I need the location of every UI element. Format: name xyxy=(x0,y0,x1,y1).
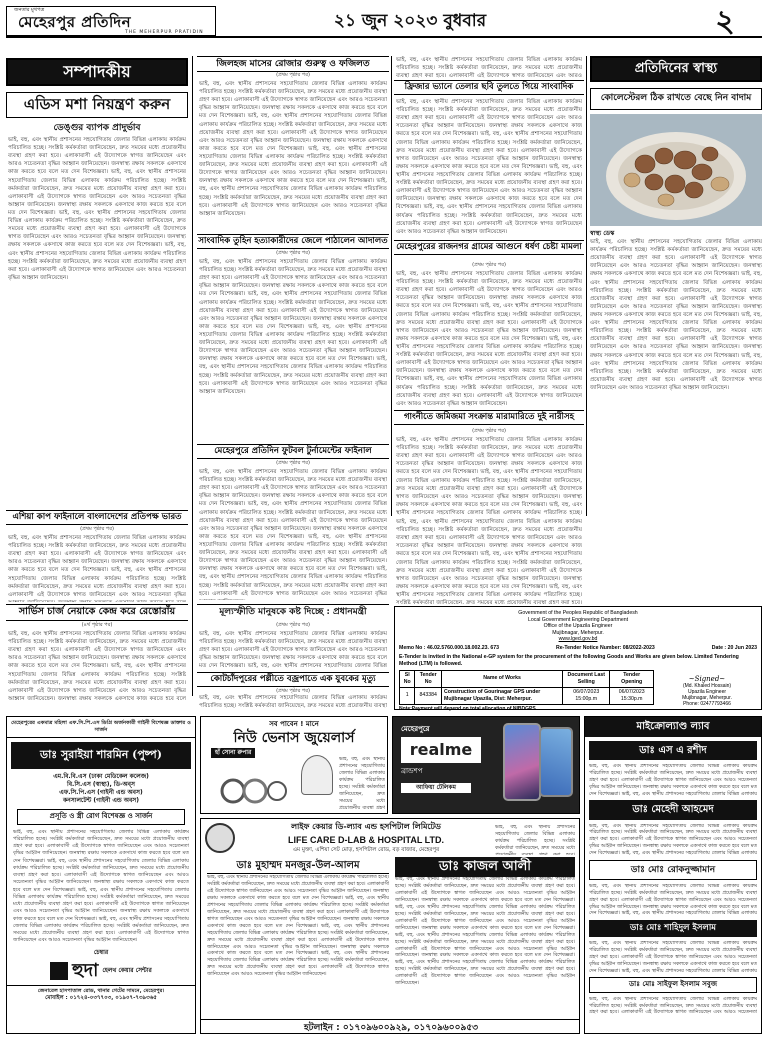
ad1-chamber-label: চেম্বার xyxy=(93,948,109,956)
ad5-license-info xyxy=(495,825,575,855)
table-header: Tender No xyxy=(415,670,442,687)
ramadan-fasting-headline: জিলহজ মাসের রোজার গুরুত্ব ও ফজিলত xyxy=(197,56,389,72)
ad2-shop-name: নিউ ভেনাস জুয়েলার্স xyxy=(233,730,355,747)
service-charge-headline: সার্ভিস চার্জ নেয়াকে কেন্দ্র করে রেস্তোরাঁয় xyxy=(6,604,188,621)
health-section-title: প্রতিদিনের স্বাস্থ্য xyxy=(590,56,762,82)
lightning-death-sub: (প্রথম পৃষ্ঠার পর) xyxy=(276,688,310,694)
football-final-body xyxy=(199,468,387,600)
gov-line-1: Government of the Peoples Republic of Bangladesh xyxy=(518,610,638,616)
table-cell: 06/07/2023 15:00p.m xyxy=(563,687,610,704)
phone-image xyxy=(539,727,573,797)
ramadan-fasting-sub: (প্রথম পৃষ্ঠার পর) xyxy=(276,72,310,78)
ad1-services-list xyxy=(13,829,189,947)
journalist-verdict-body xyxy=(199,258,387,440)
ad4-doctor-2: ডাঃ মেহেদী আহমেদ xyxy=(589,800,757,820)
ad1-brand: হুদা xyxy=(72,959,99,981)
ad1-top-line: মেহেরপুরের একমাত্র মহিলা এফ.সি.পি.এস ডিগ্রি অর্জনকারী গাইনী বিশেষজ্ঞ ডাক্তার ও সার্জন xyxy=(7,717,195,738)
pm-inflation-sub: (প্রথম পৃষ্ঠার পর) xyxy=(276,622,310,628)
ad5-hotline: হটলাইন : ০১৭০৯৬০০৯২৯, ০১৭০৯৬০০৯৫৩ xyxy=(201,1019,580,1034)
ad1-address: জেনারেল হাসপাতাল রোড, থানার গেটের সামনে, মেহেরপুর। xyxy=(7,985,195,995)
signatory-phone: Phone: 02477793466 xyxy=(683,701,731,708)
table-header: Document Last Selling xyxy=(563,670,610,687)
tender-body: E-Tender is invited in the National e-GP system for the procurement of the following Goods and Works are given below. Limited Tendering Method (LTM) is followed. xyxy=(399,653,739,667)
notice-date: Date : 20 Jun 2023 xyxy=(711,644,757,651)
issue-date: ২১ জুন ২০২৩ বুধবার xyxy=(333,11,487,31)
table-header: Sl No xyxy=(400,670,415,687)
lightning-death-body xyxy=(199,694,387,708)
ad2-details xyxy=(339,757,385,809)
divider xyxy=(197,604,389,605)
ad1-degree-2: বি.সি.এস (স্বাস্থ্য), ডি-অব্স xyxy=(67,780,135,788)
pm-inflation-body xyxy=(199,630,387,670)
ad-gynecologist xyxy=(6,716,196,1034)
ad-jewellers xyxy=(200,716,388,814)
pm-inflation-headline: মূল্যস্ফীতি মানুষকে কষ্ট দিচ্ছে : প্রধানমন্ত্রী xyxy=(219,607,367,617)
ad4-doctor-1: ডাঃ এস এ রশীদ xyxy=(589,741,757,761)
tender-notice xyxy=(394,606,762,710)
table-row xyxy=(400,687,654,704)
asia-cup-headline: এশিয়া কাপ ফাইনালে বাংলাদেশের প্রতিপক্ষ ভারত xyxy=(6,510,188,525)
ad5-doctor-2-details xyxy=(395,877,575,1015)
ad2-top-line: সব পাবেন ! মানে xyxy=(269,720,319,728)
memo-number: Memo No : 46.02.5760.000.18.002.23. 673 xyxy=(399,644,500,651)
ad1-degree-3: এফ.সি.পি.এস (গাইনী এন্ড অবস) xyxy=(59,789,143,797)
nuts-photo xyxy=(590,114,762,226)
ad3-shop-name: আফিয়া টেলিকম xyxy=(401,783,471,793)
column-divider xyxy=(391,56,392,516)
football-final-sub: (প্রথম পৃষ্ঠার পর) xyxy=(276,460,310,466)
ad5-doctor-1-details xyxy=(207,875,389,1015)
jewellery-rings-icon xyxy=(211,773,291,807)
editorial-section-title: সম্পাদকীয় xyxy=(6,58,188,86)
ad4-doctor-5: ডাঃ মোঃ সাইফুল ইসলাম সবুজ xyxy=(589,977,757,992)
health-body xyxy=(590,238,762,516)
table-cell: 1 xyxy=(400,687,415,704)
signatory-title: Upazila Engineer xyxy=(687,689,727,696)
ad4-brand: মাইক্রোল্যাণ্ড ল্যাব xyxy=(585,717,761,737)
ad3-brand: মেহেরপুরে xyxy=(401,725,430,733)
table-cell: Construction of Gourinagar GPS under Mujibnagar Upazila, Dist: Meherpur. xyxy=(442,687,563,704)
health-subhead: স্বাস্থ্য ডেস্ক xyxy=(590,230,615,237)
gov-line-2: Local Government Engineering Department xyxy=(527,616,629,623)
ad1-phone: মোবাইল : ০১৭২৪-০৩৭৭০৩, ০১৯০৭-৭৩৯৩৬৫ xyxy=(45,995,157,1002)
column-divider xyxy=(192,56,193,696)
gangni-clash-body xyxy=(396,436,582,516)
newspaper-name-en: THE MEHERPUR PRATIDIN xyxy=(125,30,204,35)
retender-number: Re-Tender Notice Number: 08/2022-2023 xyxy=(556,644,655,651)
freezer-van-body xyxy=(396,98,582,238)
ad1-specialty: প্রসূতি ও স্ত্রী রোগ বিশেষজ্ঞ ও সার্জন xyxy=(17,809,185,824)
page-number: ২ xyxy=(715,4,735,39)
editorial-headline: এডিস মশা নিয়ন্ত্রণ করুন xyxy=(6,92,188,118)
journalist-verdict-sub: (প্রথম পৃষ্ঠার পর) xyxy=(276,250,310,256)
signature-mark: ~Signed~ xyxy=(688,675,726,683)
ad3-product-name: realme xyxy=(401,737,481,763)
rajnagar-case-body xyxy=(396,270,582,408)
asia-cup-sub: (প্রথম পৃষ্ঠার পর) xyxy=(80,526,114,532)
ad2-sub-line: হাঁ সোনা রুপার xyxy=(211,748,255,758)
asia-cup-body xyxy=(8,534,186,602)
football-final-headline: মেহেরপুরে প্রতিদিন ফুটবল টুর্নামেন্টের ফাইনাল xyxy=(197,444,389,459)
gov-line-3: Office of the Upazila Engineer xyxy=(543,623,613,629)
ad4-doctor-2-details xyxy=(589,824,757,856)
service-charge-body xyxy=(8,630,186,700)
phone-image xyxy=(503,723,541,801)
newspaper-name: মেহেরপুর প্রতিদিন xyxy=(18,13,132,31)
table-header: Tender Opening xyxy=(610,670,654,687)
ad-realme xyxy=(392,716,580,814)
tender-note: Note:Payment will depend on total allocation of NIBDGPS. xyxy=(399,705,538,712)
gov-website: www.lged.gov.bd xyxy=(558,636,598,642)
ad5-doctor-1: ডাঃ মুহাম্মদ মনজুর-উল-আলম xyxy=(207,859,389,874)
table-cell: 06/07/2023 15:30p.m xyxy=(610,687,654,704)
ad1-brand-sub: হেলথ কেয়ার সেন্টার xyxy=(102,966,152,974)
rajnagar-case-sub: (প্রথম পৃষ্ঠার পর) xyxy=(472,262,506,268)
gov-line-4: Mujibnagar, Meherpur. xyxy=(552,629,604,636)
logo-tagline: জনতার মুখপত্র xyxy=(14,7,45,13)
table-header: Name of Works xyxy=(442,670,563,687)
column-divider xyxy=(586,56,587,516)
ad1-degree-1: এম.বি.বি.এস (ঢাকা মেডিকেল কলেজ) xyxy=(53,772,149,780)
continuation-body xyxy=(396,518,582,604)
ad4-doctor-1-details xyxy=(589,764,757,796)
ad-microland-lab xyxy=(584,716,762,1034)
service-charge-sub: (৪র্থ পৃষ্ঠার পর) xyxy=(81,622,113,628)
ad4-doctor-4: ডাঃ মোঃ শাহিদুল ইসলাম xyxy=(589,920,757,937)
rajnagar-case-headline: মেহেরপুরের রাজনগর গ্রামের আগুনে ধর্ষণ চেষ্টা মামলা xyxy=(394,240,584,255)
ad5-doctor-2: ডাঃ কাজল আলী xyxy=(395,857,575,877)
table-cell: 843384 xyxy=(415,687,442,704)
ad-life-care-hospital xyxy=(200,818,580,1034)
editorial-body xyxy=(8,136,186,506)
intro-body xyxy=(396,56,582,78)
freezer-van-headline: ফ্রিজার ভ্যানে তেলার ছবি তুলতে গিয়ে সাংবাদিক xyxy=(394,80,584,95)
gangni-clash-sub: (প্রথম পৃষ্ঠার পর) xyxy=(472,428,506,434)
ad4-doctor-3-details xyxy=(589,884,757,916)
editorial-subhead: ডেঙ্গুর ব্যাপক প্রাদুর্ভাব xyxy=(53,123,141,133)
ramadan-fasting-body xyxy=(199,80,387,232)
ad5-address: এম মুক্তা, এশিয়া সেট মোড়, হসপিটাল রোড, বড় বাজার, মেহেরপুর xyxy=(292,847,440,853)
ad3-sub: ব্রান্ডশপ xyxy=(401,767,423,775)
ad5-name-bn: লাইফ কেয়ার ডি-ল্যাব এন্ড হসপিটাল লিমিটেড xyxy=(291,822,441,831)
ad1-degree-4: কনসালটেন্ট (গাইনী এন্ড অবস) xyxy=(62,797,140,805)
tender-table xyxy=(399,670,654,705)
ad5-name-en: LIFE CARE D-LAB & HOSPITAL LTD. xyxy=(288,835,444,845)
signatory-office: Mujibnagar, Meherpur. xyxy=(682,695,732,702)
hospital-logo-icon xyxy=(50,962,68,980)
ad4-doctor-5-details xyxy=(589,997,757,1015)
journalist-verdict-headline: সাংবাদিক তুহিন হত্যাকারীদের জেলে পাঠালেন আদালত xyxy=(197,234,389,249)
ad4-doctor-3: ডাঃ মোঃ রোকনুজ্জামান xyxy=(589,860,757,880)
life-care-logo-icon xyxy=(205,823,235,853)
ad4-doctor-4-details xyxy=(589,941,757,973)
health-headline: কোলেস্টেরল ঠিক রাখতে বেছে নিন বাদাম xyxy=(590,88,762,110)
signatory-name: (Md. Khaled Hossain) xyxy=(682,683,732,690)
owner-portrait xyxy=(301,755,333,795)
gangni-clash-headline: গাংনীতে জমিজমা সংক্রান্ত মারামারিতে দুই নারীসহ xyxy=(394,410,584,425)
lightning-death-headline: কোটচাঁদপুরের পল্লীতে বজ্রপাতে এক যুবকের মৃত্যু xyxy=(197,672,389,687)
ad1-doctor-name: ডাঃ সুরাইয়া শারমিন (পুষ্প) xyxy=(11,742,191,769)
